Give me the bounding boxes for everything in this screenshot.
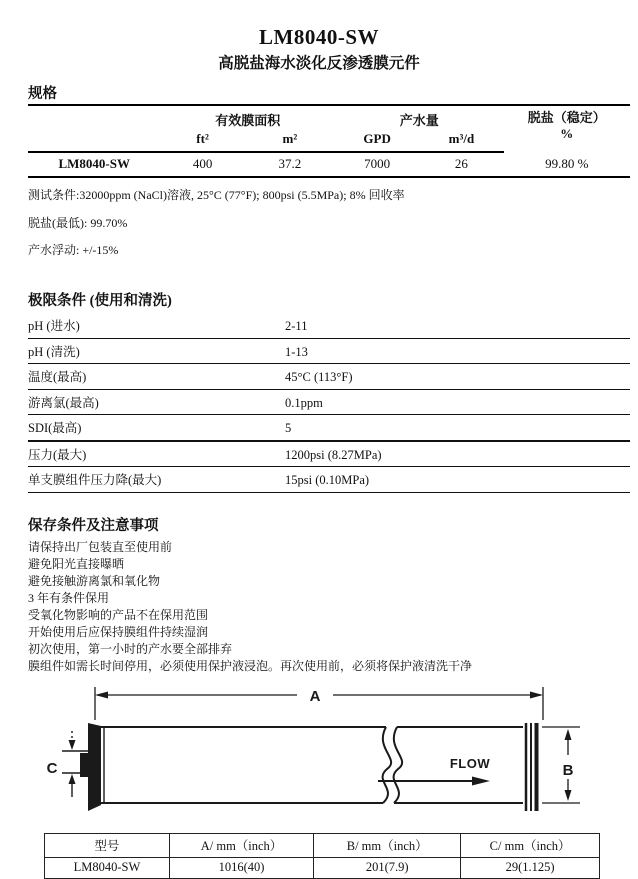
storage-note: 受氧化物影响的产品不在保用范围 (28, 607, 209, 622)
limit-row (28, 390, 630, 416)
dim-a-arrowhead-left (95, 691, 108, 698)
limit-row (28, 339, 630, 365)
limit-label: SDI(最高) (28, 421, 82, 436)
end-cap (88, 723, 101, 811)
dim-a-arrowhead-right (530, 691, 543, 698)
element-diagram (0, 683, 638, 833)
flow-group-header: 产水量 (399, 113, 439, 129)
dim-header-model: 型号 (45, 833, 170, 857)
spec-ft2-cell: 400 (192, 156, 213, 172)
dim-model-cell: LM8040-SW (45, 857, 170, 878)
dimensions-table (44, 833, 600, 879)
spec-gpd-cell: 7000 (364, 156, 391, 172)
dimensions-data-row (45, 857, 600, 878)
dim-header-a: A/ mm（inch） (169, 833, 313, 857)
dim-header-b: B/ mm（inch） (314, 833, 461, 857)
limit-label: 压力(最大) (28, 447, 87, 462)
storage-note: 开始使用后应保持膜组件持续湿润 (28, 624, 209, 639)
col-header-m3d: m³/d (419, 129, 503, 152)
dim-b-arrowhead-up (565, 729, 572, 740)
dim-b-label: B (562, 761, 574, 779)
flow-label: FLOW (449, 755, 491, 771)
page-title: LM8040-SW (259, 25, 379, 49)
dim-a-label: A (309, 687, 321, 705)
limit-row (28, 364, 630, 390)
dim-c-arrowhead-down (69, 740, 76, 750)
rejection-header-unit: % (560, 126, 574, 142)
min-rejection-line: 脱盐(最低): 99.70% (28, 215, 128, 230)
dim-c-cell: 29(1.125) (461, 857, 600, 878)
limit-value: 5 (285, 421, 292, 436)
page-subtitle: 高脱盐海水淡化反渗透膜元件 (218, 55, 420, 73)
limit-label: pH (进水) (28, 319, 80, 334)
storage-note: 3 年有条件保用 (28, 590, 110, 605)
spec-blank-cell (28, 105, 160, 129)
dim-c-label: C (46, 759, 58, 777)
specs-heading: 规格 (28, 86, 57, 103)
spec-blank-cell (28, 129, 160, 152)
storage-heading: 保存条件及注意事项 (28, 517, 159, 534)
col-header-ft2: ft² (160, 129, 244, 152)
limit-row (28, 442, 630, 468)
dim-a-cell: 1016(40) (169, 857, 313, 878)
limit-value: 1-13 (285, 344, 308, 359)
flow-variation-line: 产水浮动: +/-15% (28, 243, 119, 258)
test-conditions-line: 测试条件:32000ppm (NaCl)溶液, 25°C (77°F); 800psi (5.5MPa); 8% 回收率 (28, 188, 405, 203)
storage-note: 避免接触游离氯和氧化物 (28, 573, 161, 588)
storage-note: 请保持出厂包装直至使用前 (28, 539, 173, 554)
spec-table (28, 104, 630, 178)
limit-label: 温度(最高) (28, 370, 87, 385)
rejection-header-label: 脱盐（稳定） (527, 110, 606, 126)
limit-value: 15psi (0.10MPa) (285, 473, 370, 488)
limit-value: 1200psi (8.27MPa) (285, 447, 382, 462)
limit-value: 0.1ppm (285, 395, 323, 410)
limit-label: 游离氯(最高) (28, 395, 99, 410)
storage-note: 初次使用，第一小时的产水要全部排弃 (28, 641, 233, 656)
area-group-header: 有效膜面积 (215, 113, 281, 129)
spec-m3d-cell: 26 (454, 156, 468, 172)
spec-model-cell: LM8040-SW (58, 156, 130, 172)
rejection-group-header (504, 105, 630, 152)
limit-row (28, 467, 630, 493)
limit-label: 单支膜组件压力降(最大) (28, 473, 162, 488)
limit-row (28, 313, 630, 339)
spec-table-group-header-row (28, 105, 630, 129)
storage-notes (28, 539, 638, 675)
dim-header-c: C/ mm（inch） (461, 833, 600, 857)
dimensions-header-row (45, 833, 600, 857)
limit-row (28, 415, 630, 442)
spec-rejection-cell: 99.80 % (545, 155, 589, 171)
dim-c-arrowhead-up (69, 774, 76, 784)
dim-b-arrowhead-down (565, 790, 572, 801)
spec-m2-cell: 37.2 (278, 156, 302, 172)
limit-label: pH (清洗) (28, 344, 80, 359)
col-header-m2: m² (245, 129, 335, 152)
limits-heading: 极限条件 (使用和清洗) (28, 293, 172, 310)
limit-value: 2-11 (285, 319, 308, 334)
limits-table (28, 313, 630, 493)
col-header-gpd: GPD (335, 129, 419, 152)
limit-value: 45°C (113°F) (285, 370, 353, 385)
dim-b-cell: 201(7.9) (314, 857, 461, 878)
spec-table-data-row (28, 152, 630, 177)
storage-note: 膜组件如需长时间停用，必须使用保护液浸泡。再次使用前，必须将保护液清洗干净 (28, 658, 473, 673)
storage-note: 避免阳光直接曝晒 (28, 556, 125, 571)
